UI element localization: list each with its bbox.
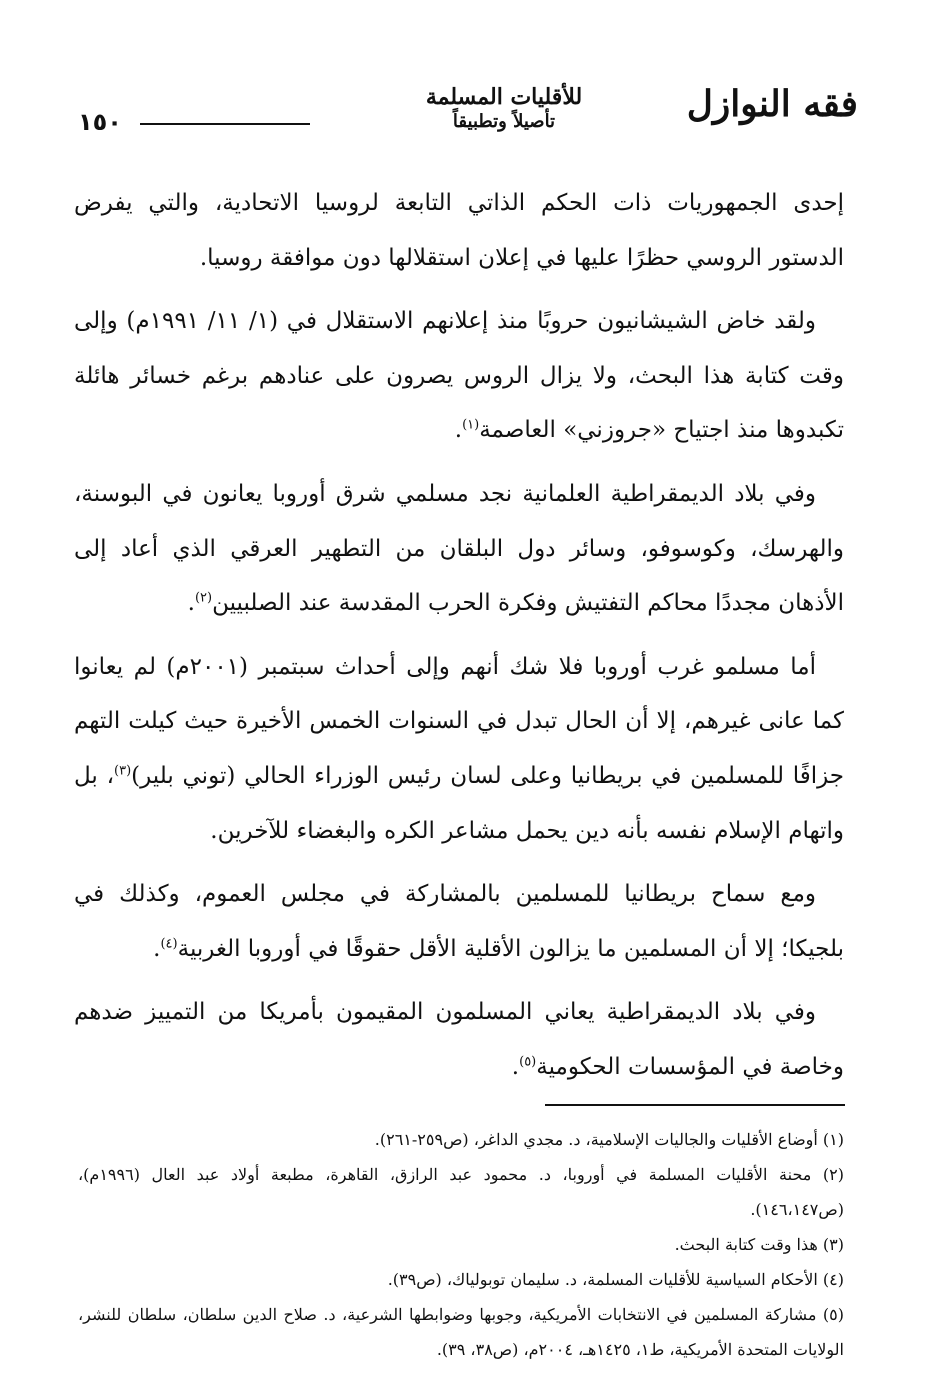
book-title-subtitle [388, 84, 620, 134]
paragraph-4: أما مسلمو غرب أوروبا فلا شك أنهم وإلى أحداث سبتمبر (٢٠٠١م) لم يعانوا كما عانى غيرهم، إلا أن الحال تبدل في السنوات الخمس الأخيرة حيث كيلت التهم جزافًا للمسلمين في بريطانيا وعلى لسان رئيس الوزراء الحالي (توني بلير)$^{(٣)}$، بل واتهام الإسلام نفسه بأنه دين يحمل مشاعر الكره والبغضاء للآخرين. [74, 653, 844, 844]
footnote-separator [545, 1104, 845, 1106]
footnote-5: (٥) مشاركة المسلمين في الانتخابات الأمريكية، وجوبها وضوابطها الشرعية، د. صلاح الدين سلطان، سلطان للنشر، الولايات المتحدة الأمريكية، ط١، ١٤٢٥هـ، ٢٠٠٤م، (ص٣٨، ٣٩). [78, 1305, 845, 1359]
main-text [74, 176, 844, 1104]
book-title [328, 78, 858, 150]
footnote-ref-3: (٣) [114, 763, 132, 779]
paragraph-3: وفي بلاد الديمقراطية العلمانية نجد مسلمي شرق أوروبا يعانون في البوسنة، والهرسك، وكوسوفو، وسائر دول البلقان من التطهير العرقي الذي أعاد إلى الأذهان مجددًا محاكم التفتيش وفكرة الحرب المقدسة عند الصلبيين$^{(٢)}$. [74, 480, 845, 617]
footnote-1: (١) أوضاع الأقليات والجاليات الإسلامية، د. مجدي الداغر، (ص٢٥٩-٢٦١). [374, 1130, 844, 1149]
book-title-subtitle-line2: تأصيلاً وتطبيقاً [452, 111, 556, 132]
book-title-main: فقه النوازل [686, 83, 858, 125]
footnote-4: (٤) الأحكام السياسية للأقليات المسلمة، د. سليمان توبولياك، (ص٣٩). [387, 1270, 844, 1289]
book-title-subtitle-line1: للأقليات المسلمة [425, 84, 583, 110]
running-header [78, 78, 858, 150]
page-number: ١٥٠ [78, 108, 122, 136]
paragraph-6: وفي بلاد الديمقراطية يعاني المسلمون المقيمون بأمريكا من التمييز ضدهم وخاصة في المؤسسات الحكومية$^{(٥)}$. [74, 999, 844, 1080]
footnote-3: (٣) هذا وقت كتابة البحث. [674, 1235, 844, 1254]
footnotes [78, 1122, 844, 1367]
header-rule [140, 123, 310, 125]
footnote-ref-4: (٤) [160, 936, 178, 952]
footnote-2: (٢) محنة الأقليات المسلمة في أوروبا، د. محمود عبد الرازق، القاهرة، مطبعة أولاد عبد العال (١٩٩٦م)، (ص١٤٦،١٤٧). [78, 1165, 844, 1219]
paragraph-2: ولقد خاض الشيشانيون حروبًا منذ إعلانهم الاستقلال في (١/ ١١/ ١٩٩١م) وإلى وقت كتابة هذا البحث، ولا يزال الروس يصرون على عنادهم برغم خسائر هائلة تكبدوها منذ اجتياح «جروزني» العاصمة$^{(١)}$. [74, 308, 844, 444]
paragraph-1: إحدى الجمهوريات ذات الحكم الذاتي التابعة لروسيا الاتحادية، والتي يفرض الدستور الروسي حظرًا عليها في إعلان استقلالها دون موافقة روسيا. [74, 190, 844, 271]
paragraph-5: ومع سماح بريطانيا للمسلمين بالمشاركة في مجلس العموم، وكذلك في بلجيكا؛ إلا أن المسلمين ما يزالون الأقلية الأقل حقوقًا في أوروبا الغربية$^{(٤)}$. [74, 881, 844, 962]
footnote-ref-1: (١) [462, 417, 480, 433]
footnote-ref-2: (٢) [194, 590, 213, 606]
footnote-ref-5: (٥) [519, 1054, 537, 1070]
